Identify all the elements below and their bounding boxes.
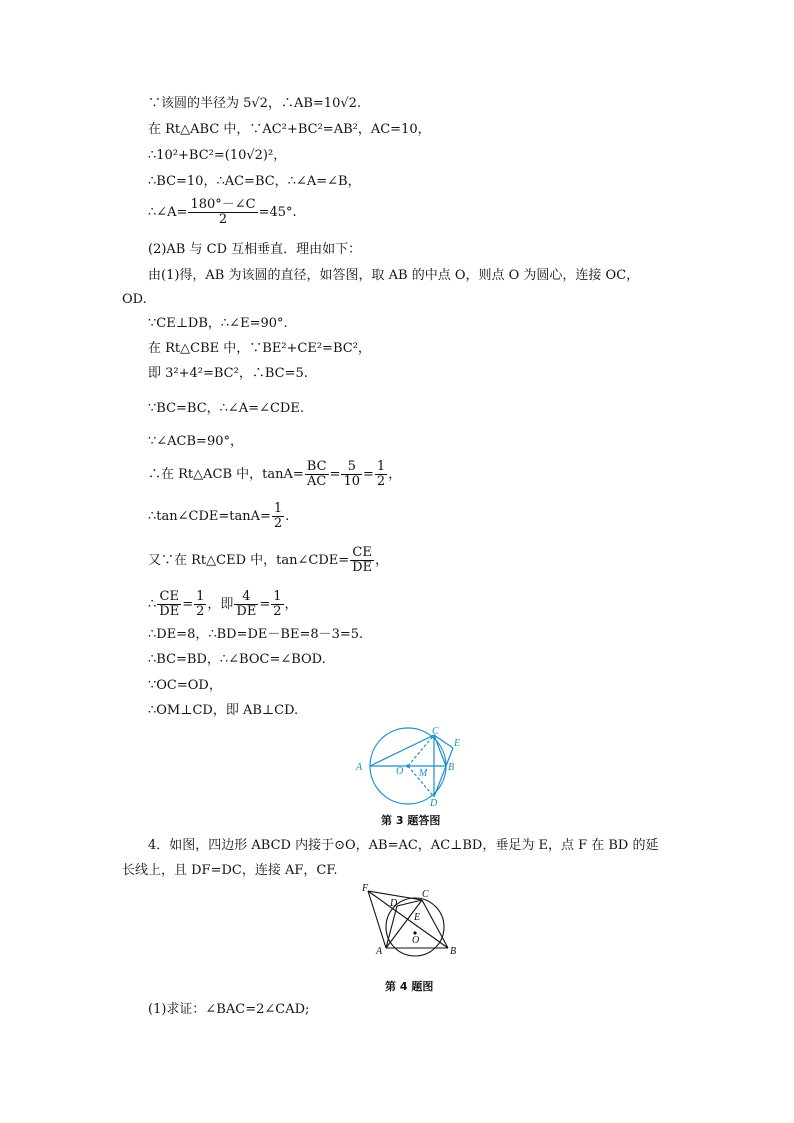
label-o: O [396, 766, 404, 777]
line-radius: ∵该圆的半径为 5√2，∴AB=10√2. [148, 96, 362, 111]
line-angle-a: ∴∠A= $\frac{180^\circ-\angle C}{2}$ =45°. [148, 197, 297, 227]
label-d: D [390, 898, 398, 909]
figure-4-diagram [358, 882, 464, 958]
fraction: $\frac{CE}{DE}$ [159, 589, 180, 619]
figure-4-caption: 第 4 题图 [385, 980, 434, 993]
line-acb: ∵∠ACB=90°， [148, 434, 243, 449]
line-ce-de: ∴ $\frac{CE}{DE}$ = $\frac{1}{2}$ ，即 $\frac{4}{DE}$ = $\frac{1}{2}$ ， [148, 589, 298, 619]
fraction: $\frac{1}{2}$ [273, 501, 283, 531]
fraction: $\frac{1}{2}$ [376, 459, 386, 489]
line-de8: ∴DE=8，∴BD=DE－BE=8－3=5. [148, 627, 364, 642]
label-o: O [412, 935, 420, 946]
line-part2: (2)AB 与 CD 互相垂直．理由如下： [148, 242, 362, 257]
figure-3-caption: 第 3 题答图 [381, 814, 441, 827]
line-rt-abc: 在 Rt△ABC 中，∵AC²+BC²=AB²，AC=10， [148, 122, 431, 137]
line-sum: ∴10²+BC²=(10√2)²， [148, 148, 287, 163]
fraction: $\frac{1}{2}$ [196, 589, 205, 619]
segment-ad [386, 906, 397, 948]
line-oc-od: ∵OC=OD， [148, 678, 222, 693]
label-b: B [450, 946, 457, 957]
fraction: $\frac{5}{10}$ [343, 459, 360, 489]
segment-oc [408, 735, 434, 766]
fraction: $\frac{4}{DE}$ [236, 589, 257, 619]
line-conclusion: ∴OM⊥CD，即 AB⊥CD. [148, 703, 299, 718]
fraction: $\frac{180^\circ-\angle C}{2}$ [190, 197, 256, 227]
question-4-line2: 长线上，且 DF=DC，连接 AF，CF. [122, 863, 338, 878]
label-f: F [362, 883, 369, 894]
segment-ac [370, 735, 434, 766]
label-b: B [448, 762, 455, 773]
label-m: M [419, 768, 428, 779]
segment-fa [368, 891, 386, 948]
label-e: E [414, 912, 421, 923]
label-e: E [454, 738, 461, 749]
segment-fb [368, 891, 448, 948]
line-ce-db: ∵CE⊥DB，∴∠E=90°. [148, 316, 288, 331]
label-d: D [430, 798, 438, 808]
question-4-line1: 4．如图，四边形 ABCD 内接于⊙O，AB=AC，AC⊥BD，垂足为 E，点 F 在 BD 的延 [148, 838, 659, 853]
line-od: OD. [122, 292, 147, 307]
label-a: A [376, 946, 383, 957]
line-tana: ∴在 Rt△ACB 中，tanA= $\frac{BC}{AC}$ = $\frac{5}{10}$ = $\frac{1}{2}$ ， [148, 459, 402, 489]
line-rt-cbe: 在 Rt△CBE 中，∵BE²+CE²=BC²， [148, 341, 371, 356]
line-bc5: 即 3²+4²=BC²，∴BC=5. [148, 366, 308, 381]
question-4-part1: (1)求证：∠BAC=2∠CAD; [148, 1002, 310, 1017]
line-from1: 由(1)得，AB 为该圆的直径，如答图，取 AB 的中点 O，则点 O 为圆心，连接 OC， [148, 268, 640, 283]
fraction: $\frac{1}{2}$ [273, 589, 282, 619]
label-a: A [356, 762, 363, 773]
fraction: $\frac{BC}{AC}$ [306, 459, 327, 489]
label-c: C [422, 889, 429, 900]
line-arc: ∵BC=BC，∴∠A=∠CDE. [148, 401, 304, 416]
fraction: $\frac{CE}{DE}$ [352, 545, 373, 575]
line-bc: ∴BC=10，∴AC=BC，∴∠A=∠B， [148, 174, 361, 189]
line-tan-cde: ∴tan∠CDE=tanA= $\frac{1}{2}$ . [148, 501, 290, 531]
segment-bd [434, 766, 446, 797]
line-rt-ced: 又∵在 Rt△CED 中，tan∠CDE= $\frac{CE}{DE}$ ， [148, 545, 389, 575]
line-bc-bd: ∴BC=BD，∴∠BOC=∠BOD. [148, 652, 326, 667]
figure-3-diagram [352, 724, 470, 808]
label-c: C [432, 726, 439, 737]
center-dot [406, 764, 409, 767]
